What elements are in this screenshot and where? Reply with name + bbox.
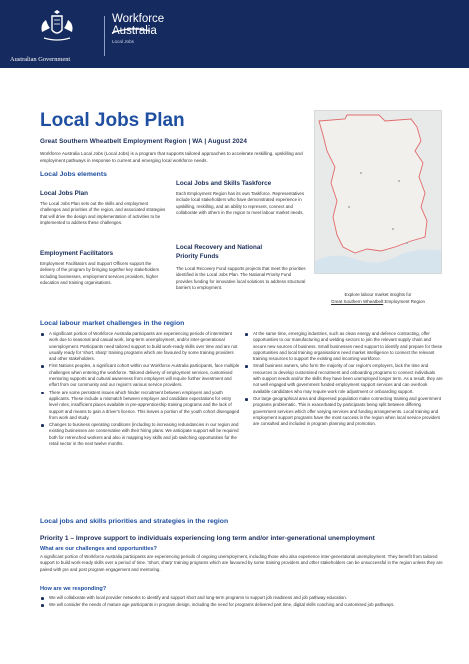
respond-question: How are we responding? xyxy=(40,586,107,592)
respond-item: We will consider the needs of mature age participants in program design, including the need for programs delivered part time, digital skills coaching and customised job pathways. xyxy=(40,602,444,608)
map-caption-line1: Explore labour market insights for xyxy=(344,292,412,297)
header-banner xyxy=(0,0,469,68)
respond-list xyxy=(40,595,444,610)
recovery-title-line2: Priority Funds xyxy=(176,253,219,260)
challenge-item: Changes to business operating conditions (including to increasing redundancies in our region and existing businesses are conservative with their hiring plans. We anticipate support will be required both for retrenched workers and also in mapping key skills and job switching opportunities for the retail sector in the next twelve months. xyxy=(40,422,240,447)
respond-item: We will collaborate with local provider networks to identify and support short and long-term programs to support job readiness and job pathway education. xyxy=(40,595,444,601)
coat-of-arms-icon xyxy=(38,10,76,44)
challenge-item: Small business owners, who form the majority of our region's employers, lack the time and resources to develop customised recruitment and onboarding programs to connect individuals with support needs and/or the skills they have been unemployed longer term. As a result, they are not well engaged with government funded employment support services and can overlook available candidates who may require work role adjustment or onboarding support. xyxy=(244,363,444,394)
challenges-list-left xyxy=(40,331,240,448)
page-title: Local Jobs Plan xyxy=(40,110,185,131)
region-map[interactable] xyxy=(314,110,442,274)
priorities-heading: Local jobs and skills priorities and strategies in the region xyxy=(40,518,229,525)
brand-line1: Workforce xyxy=(112,13,165,25)
challenge-item: There are some persistent issues which hinder recruitment between employers and youth applicants. These include a mismatch between employer and candidate expectations for entry level roles, insufficient places available in pre-apprenticeship training programs and the lack of support and means to gain a driver's licence. This leaves a portion of the youth cohort disengaged from work and study. xyxy=(40,390,240,421)
region-map-svg xyxy=(315,111,442,274)
taskforce-text: Each Employment Region has its own Taskforce. Representatives include local stakeholders who have demonstrated experience in upskilling, reskilling, and an ability to represent, connect and collaborate with others in the region to meet labour market needs. xyxy=(176,191,305,215)
recovery-title-line1: Local Recovery and National xyxy=(176,244,263,251)
gov-name: Australian Government xyxy=(10,56,71,63)
local-jobs-plan-text: The Local Jobs Plan sets out the skills and employment challenges and priorities of the region, and associated strategies that will drive the design and implementation of activities to be implemented to address these challenges. xyxy=(40,201,166,225)
brand-line3: Local Jobs xyxy=(112,39,134,44)
map-region-link[interactable]: Great Southern Wheatbelt xyxy=(330,298,384,304)
challenges-heading: Local labour market challenges in the region xyxy=(40,320,185,327)
header-divider xyxy=(104,16,105,56)
map-caption-suffix: Employment Region xyxy=(383,298,426,304)
page-subtitle: Great Southern Wheatbelt Employment Region | WA | August 2024 xyxy=(40,138,247,145)
local-jobs-plan-title: Local Jobs Plan xyxy=(40,190,88,197)
facilitators-text: Employment Facilitators and Support Officers support the delivery of the program by bringing together key stakeholders including businesses, employment services providers, higher education and training organisations. xyxy=(40,261,160,285)
priority-1-challenges-text: A significant portion of Workforce Australia participants are experiencing periods of ongoing unemployment, including those who also experience inter-generational unemployment. They benefit from tailored support to build work-ready skills over a period of time. 'Short, sharp' training programs which are favoured by some training providers and other stakeholders can be unsuccessful in the region unless they are paired with pre and post program engagement and mentoring. xyxy=(40,554,443,572)
recovery-text: The Local Recovery Fund supports projects that meet the priorities identified in the Local Jobs Plan. The National Priority Fund provides funding for innovative local solutions to address structural barriers to employment. xyxy=(176,266,306,290)
map-caption-line2 xyxy=(314,299,442,306)
australian-government-logo xyxy=(10,8,105,63)
challenge-item: At the same time, emerging industries, such as clean energy and defence contracting, offer opportunities to our manufacturing and welding sectors to join the relevant supply chain and secure new sources of business. Small businesses need support to identify and prepare for these opportunities and local training organisations need market intelligence to connect the relevant training resources to support the existing and incoming workforce. xyxy=(244,331,444,362)
challenges-question: What are our challenges and opportunities? xyxy=(40,546,157,552)
challenge-item: First Nations peoples, a significant cohort within our Workforce Australia participants, face multiple challenges when entering the workforce. Tailored delivery of employment services, customised mentoring supports and cultural awareness from employers will require further investment and effort from our community and our region's various service providers. xyxy=(40,363,240,388)
facilitators-title: Employment Facilitators xyxy=(40,250,114,257)
brand-line2: Australia xyxy=(112,25,157,37)
elements-heading: Local Jobs elements xyxy=(40,171,107,178)
workforce-australia-logo xyxy=(112,14,164,44)
challenges-list-right xyxy=(244,331,444,428)
map-caption xyxy=(314,292,442,305)
challenge-item: Our large geographical area and dispersed population make connecting training and government programs problematic. This is exacerbated by participants being split between differing government services which offer varying services and funding arrangements. Local training and employment support programs have the most success in the region when local service providers are consulted and included in program planning and promotion. xyxy=(244,396,444,427)
priority-1-title: Priority 1 – Improve support to individuals experiencing long term and/or inter-generational unemployment xyxy=(40,535,375,542)
challenge-item: A significant portion of Workforce Australia participants are experiencing periods of intermittent work due to seasonal and casual work, long-term unemployment, and/or inter-generational unemployment. Participants need tailored support to build work-ready skills over time and are not usually ready for 'short, sharp' training programs which are favoured by some training providers and other stakeholders. xyxy=(40,331,240,362)
taskforce-title: Local Jobs and Skills Taskforce xyxy=(176,180,272,187)
intro-paragraph: Workforce Australia Local Jobs (Local Jobs) is a program that supports tailored approaches to accelerate reskilling, upskilling and employment pathways in response to current and emerging local workforce needs. xyxy=(40,151,303,163)
